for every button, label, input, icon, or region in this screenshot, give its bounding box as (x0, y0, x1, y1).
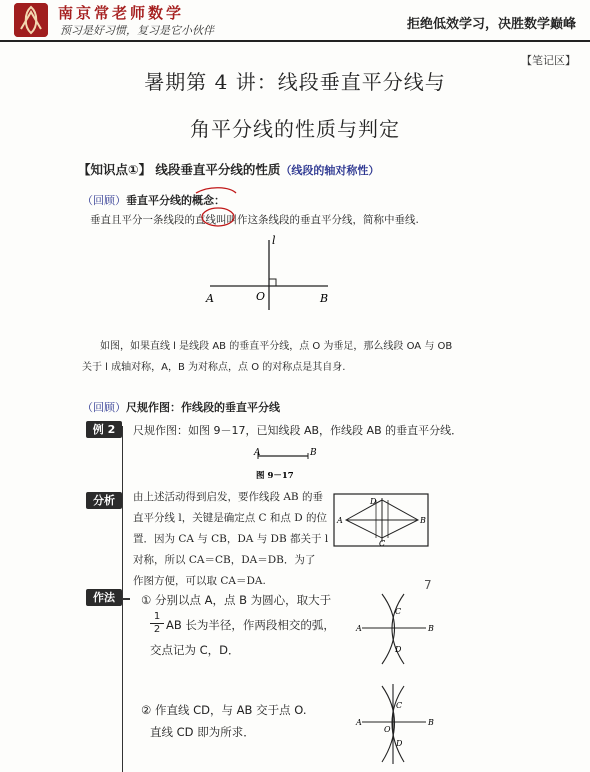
knowledge-point-heading (78, 160, 379, 178)
method-connector (122, 598, 130, 600)
perpendicular-bisector-figure (200, 232, 350, 312)
figure-9-17 (248, 446, 328, 482)
step2-line2: 直线 CD 即为所求． (150, 725, 255, 739)
figure-caption: 图 9－17 (256, 471, 294, 481)
review-construction (82, 399, 280, 415)
label-a: A (206, 292, 214, 305)
step2-label-d: D (396, 739, 403, 748)
review2-heading: 尺规作图：作线段的垂直平分线 (126, 401, 280, 414)
brand-logo (14, 3, 48, 37)
step1-line1: ① 分别以点 A，点 B 为圆心，取大于 (141, 593, 332, 607)
step2-label-b: B (428, 718, 434, 727)
right-angle-mark (269, 279, 276, 286)
rhombus-figure (332, 492, 432, 550)
brand-logo-graphic (14, 3, 48, 37)
brand-name: 南京常老师数学 (58, 4, 185, 22)
step1-label-d: D (395, 645, 402, 654)
fraction-denominator: 2 (150, 623, 164, 636)
pen-annotation-circle (190, 183, 270, 231)
analysis-tag: 分析 (86, 492, 122, 509)
knowledge-point-subtitle: （线段的轴对称性） (280, 164, 380, 177)
arc-from-a (382, 594, 395, 664)
arcs-figure-step1 (352, 588, 442, 672)
step2-label-c: C (396, 701, 403, 710)
analysis-line: 置．因为 CA 与 CB，DA 与 DB 都关于 l (133, 533, 329, 545)
step1-line2: AB 长为半径，作两段相交的弧， (166, 618, 335, 632)
fig-label-b: B (310, 448, 317, 458)
knowledge-point-label: 【知识点①】 线段垂直平分线的性质 (78, 162, 281, 177)
analysis-line: 对称，所以 CA＝CB，DA＝DB．为了 (133, 554, 316, 566)
analysis-line: 由上述活动得到启发，要作线段 AB 的垂 (133, 491, 323, 503)
rhombus-label-c: C (379, 539, 386, 548)
rhombus-label-d: D (370, 497, 377, 506)
analysis-text (133, 487, 328, 592)
lecture-title-line1: 暑期第 4 讲：线段垂直平分线与 (144, 70, 446, 94)
label-b: B (320, 292, 329, 305)
arcs-figure-step2 (352, 680, 442, 770)
review-tag: （回顾） (82, 194, 126, 207)
lecture-title-line2: 角平分线的性质与判定 (190, 117, 400, 141)
margin-mark: 7 (424, 578, 432, 592)
page-header (0, 0, 590, 42)
example-text: 尺规作图：如图 9－17，已知线段 AB，作线段 AB 的垂直平分线． (133, 424, 463, 437)
label-l: l (272, 234, 276, 247)
explanation-line1: 如图，如果直线 l 是线段 AB 的垂直平分线，点 O 为垂足，那么线段 OA 与 OB (100, 341, 453, 352)
step2-label-a: A (356, 718, 362, 727)
fraction-half (150, 611, 164, 636)
example-tag: 例 2 (86, 421, 122, 438)
rhombus-label-a: A (337, 516, 343, 525)
step2-arc-from-b (392, 686, 404, 762)
step2-label-o: O (384, 725, 391, 734)
review2-tag: （回顾） (82, 401, 126, 414)
fraction-numerator: 1 (153, 611, 161, 622)
notes-area-label: 【笔记区】 (521, 54, 576, 67)
analysis-line: 直平分线 l，关键是确定点 C 和点 D 的位 (133, 512, 327, 524)
step1-line3: 交点记为 C，D． (150, 643, 240, 657)
analysis-line: 作图方便，可以取 CA＝DA. (133, 575, 266, 587)
step1-label-c: C (395, 607, 402, 616)
rhombus-label-b: B (420, 516, 426, 525)
header-slogan: 拒绝低效学习，决胜数学巅峰 (406, 17, 576, 32)
explanation-line2: 关于 l 成轴对称，A，B 为对称点，点 O 的对称点是其自身. (82, 362, 346, 373)
step1-label-b: B (428, 624, 434, 633)
definition-text: 垂直且平分一条线段的直线叫叫作这条线段的垂直平分线，简称中垂线. (90, 214, 419, 226)
method-tag: 作法 (86, 589, 122, 606)
label-o: O (256, 290, 266, 303)
brand-tagline: 预习是好习惯，复习是它小伙伴 (60, 24, 214, 37)
step1-label-a: A (356, 624, 362, 633)
review-heading: 垂直平分线的概念： (126, 194, 225, 207)
fig-label-a: A (254, 448, 261, 458)
step2-line1: ② 作直线 CD，与 AB 交于点 O. (141, 703, 307, 717)
